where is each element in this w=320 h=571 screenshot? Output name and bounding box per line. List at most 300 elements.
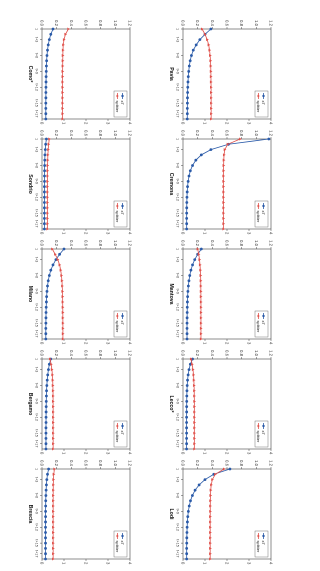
right-tick-label: 3: [105, 122, 111, 125]
xt-point: [46, 379, 49, 382]
xt-point: [185, 536, 188, 539]
xt-point: [45, 86, 48, 89]
legend-xt-marker: [121, 535, 123, 537]
series-line-splitter: [191, 359, 194, 449]
legend-label: splitter: [256, 540, 261, 553]
x-tick-label: t+12: [175, 523, 180, 531]
xt-point: [186, 332, 189, 335]
legend-label: splitter: [256, 100, 261, 113]
xt-point: [52, 263, 55, 266]
xt-point: [186, 107, 189, 110]
xt-point: [45, 483, 48, 486]
y-tick-label: 0.2: [195, 460, 201, 466]
y-tick-label: 0.4: [209, 130, 215, 136]
xt-point: [185, 542, 188, 545]
x-tick-label: t+15: [175, 539, 180, 547]
right-tick-label: 1: [202, 342, 208, 345]
x-tick-label: t+3: [34, 146, 39, 153]
xt-point: [45, 432, 48, 435]
xt-point: [44, 510, 47, 513]
xt-point: [44, 542, 47, 545]
x-tick-label: t+6: [34, 272, 39, 279]
y-tick-label: 0.6: [224, 240, 230, 246]
x-tick-label: t+3: [175, 146, 180, 153]
x-tick-label: 1: [175, 357, 180, 361]
xt-point: [45, 301, 48, 304]
xt-point: [186, 322, 189, 325]
y-tick-label: 0.8: [239, 240, 245, 246]
y-tick-label: 0.6: [224, 460, 230, 466]
xt-point: [45, 59, 48, 62]
legend-xt-marker: [121, 315, 123, 317]
xt-point: [185, 206, 188, 209]
x-tick-label: t+17: [175, 329, 180, 338]
y-tick-label: 0.6: [224, 20, 230, 26]
right-tick-label: 1: [61, 452, 67, 455]
xt-point: [188, 175, 191, 178]
y-tick-label: 0.4: [209, 460, 215, 466]
y-tick-label: 0.8: [98, 350, 104, 356]
y-tick-label: 0.0: [39, 350, 45, 356]
y-tick-label: 0.8: [239, 130, 245, 136]
y-tick-label: 1.0: [253, 130, 259, 136]
right-tick-label: 3: [246, 232, 252, 235]
legend-label: xT: [261, 320, 266, 325]
panel-title: Como*: [27, 65, 33, 83]
x-tick-label: t+12: [34, 303, 39, 311]
xt-point: [45, 448, 48, 451]
x-tick-label: 1: [34, 247, 39, 251]
panel-sondrio: [27, 130, 133, 235]
xt-point: [185, 416, 188, 419]
panel-cremona: [168, 130, 274, 235]
y-tick-label: 0.4: [209, 350, 215, 356]
xt-point: [200, 153, 203, 156]
xt-point: [44, 499, 47, 502]
xt-point: [48, 38, 51, 41]
series-line-xt: [46, 29, 53, 119]
right-tick-label: 2: [83, 122, 89, 125]
x-tick-label: t+17: [34, 439, 39, 448]
x-tick-label: t+15: [175, 319, 180, 327]
x-tick-label: t+3: [34, 36, 39, 43]
xt-point: [44, 153, 47, 156]
panel-title: Lecco*: [168, 395, 174, 413]
right-tick-label: 1: [61, 122, 67, 125]
x-tick-label: t+9: [34, 398, 39, 405]
legend-label: xT: [261, 100, 266, 105]
x-tick-label: t+12: [175, 193, 180, 201]
y-tick-label: 1.2: [268, 240, 274, 246]
right-tick-label: 1: [61, 232, 67, 235]
legend-label: splitter: [115, 210, 120, 223]
xt-point: [46, 290, 49, 293]
x-tick-label: t+17: [175, 439, 180, 448]
xt-point: [44, 143, 47, 146]
x-tick-label: t+3: [175, 256, 180, 263]
xt-point: [44, 96, 47, 99]
x-tick-label: 1: [175, 247, 180, 251]
x-tick-label: t+3: [34, 366, 39, 373]
right-tick-label: 1: [202, 452, 208, 455]
xt-point: [185, 552, 188, 555]
xt-point: [46, 54, 49, 57]
x-tick-label: t+6: [34, 382, 39, 389]
xt-point: [44, 148, 47, 151]
x-tick-label: t+15: [175, 99, 180, 107]
right-tick-label: 2: [83, 452, 89, 455]
x-tick-label: 1: [175, 137, 180, 141]
xt-point: [185, 212, 188, 215]
y-tick-label: 0.0: [180, 460, 186, 466]
xt-point: [44, 494, 47, 497]
legend-xt-marker: [121, 425, 123, 427]
right-tick-label: 0: [39, 452, 45, 455]
y-tick-label: 1.2: [127, 460, 133, 466]
right-tick-label: 3: [246, 562, 252, 565]
x-tick-label: t+12: [34, 523, 39, 531]
y-tick-label: 0.2: [195, 240, 201, 246]
panel-mantova: [168, 240, 274, 345]
series-line-splitter: [210, 469, 224, 559]
panel-title: Cremona: [168, 172, 174, 196]
xt-point: [189, 499, 192, 502]
x-tick-label: t+3: [34, 476, 39, 483]
right-tick-label: 4: [127, 122, 133, 125]
xt-point: [185, 547, 188, 550]
right-tick-label: 4: [268, 342, 274, 345]
right-tick-label: 3: [105, 232, 111, 235]
xt-point: [209, 148, 212, 151]
y-tick-label: 0.2: [195, 130, 201, 136]
xt-point: [43, 191, 46, 194]
legend-xt-marker: [262, 205, 264, 207]
xt-point: [186, 295, 189, 298]
xt-point: [45, 426, 48, 429]
xt-point: [186, 531, 189, 534]
xt-point: [45, 65, 48, 68]
y-tick-label: 0.2: [195, 20, 201, 26]
xt-point: [193, 258, 196, 261]
y-tick-label: 0.0: [180, 130, 186, 136]
y-tick-label: 0.4: [209, 20, 215, 26]
xt-point: [43, 206, 46, 209]
xt-point: [47, 279, 50, 282]
series-line-splitter: [198, 249, 201, 339]
y-tick-label: 1.0: [112, 20, 118, 26]
xt-point: [209, 28, 212, 31]
right-tick-label: 0: [180, 232, 186, 235]
x-tick-label: t+17: [34, 549, 39, 558]
right-tick-label: 3: [246, 452, 252, 455]
xt-point: [194, 159, 197, 162]
right-tick-label: 2: [83, 342, 89, 345]
xt-point: [192, 49, 195, 52]
x-tick-label: 1: [34, 357, 39, 361]
series-line-xt: [187, 249, 201, 339]
xt-point: [185, 442, 188, 445]
right-tick-label: 1: [202, 562, 208, 565]
x-tick-label: 1: [34, 137, 39, 141]
x-tick-label: t+3: [175, 36, 180, 43]
xt-point: [188, 274, 191, 277]
legend-xt-marker: [262, 315, 264, 317]
y-tick-label: 0.8: [239, 350, 245, 356]
x-tick-label: t+9: [175, 178, 180, 185]
x-tick-label: t+9: [34, 178, 39, 185]
legend-label: xT: [120, 210, 125, 215]
y-tick-label: 1.0: [112, 130, 118, 136]
y-tick-label: 0.8: [239, 460, 245, 466]
right-tick-label: 0: [180, 452, 186, 455]
y-tick-label: 0.8: [239, 20, 245, 26]
series-line-xt: [44, 139, 46, 229]
xt-point: [44, 531, 47, 534]
xt-point: [43, 222, 46, 225]
xt-point: [187, 285, 190, 288]
y-tick-label: 0.0: [39, 240, 45, 246]
xt-point: [186, 185, 189, 188]
x-tick-label: t+6: [175, 162, 180, 169]
y-tick-label: 0.2: [54, 20, 60, 26]
xt-point: [187, 510, 190, 513]
xt-point: [185, 426, 188, 429]
xt-point: [186, 301, 189, 304]
right-tick-label: 1: [61, 342, 67, 345]
legend-label: xT: [261, 210, 266, 215]
x-tick-label: t+9: [175, 398, 180, 405]
x-tick-label: t+9: [175, 288, 180, 295]
xt-point: [188, 279, 191, 282]
xt-point: [185, 437, 188, 440]
y-tick-label: 0.6: [224, 350, 230, 356]
right-tick-label: 0: [39, 232, 45, 235]
y-tick-label: 1.2: [268, 350, 274, 356]
xt-point: [187, 290, 190, 293]
x-tick-label: t+17: [175, 219, 180, 228]
x-tick-label: t+6: [175, 272, 180, 279]
xt-point: [189, 169, 192, 172]
panel-lodi: [168, 460, 274, 565]
xt-point: [190, 54, 193, 57]
xt-point: [45, 400, 48, 403]
xt-point: [190, 269, 193, 272]
right-tick-label: 0: [39, 342, 45, 345]
series-line-xt: [46, 249, 64, 339]
legend-xt-marker: [121, 95, 123, 97]
x-tick-label: t+17: [34, 109, 39, 118]
xt-point: [47, 368, 50, 371]
xt-point: [186, 118, 189, 121]
x-tick-label: t+15: [34, 539, 39, 547]
panel-como: [27, 20, 133, 125]
y-tick-label: 1.2: [127, 350, 133, 356]
y-tick-label: 1.2: [127, 20, 133, 26]
xt-point: [186, 384, 189, 387]
xt-point: [187, 81, 190, 84]
xt-point: [186, 196, 189, 199]
xt-point: [45, 411, 48, 414]
right-tick-label: 4: [268, 122, 274, 125]
legend-xt-marker: [121, 205, 123, 207]
xt-point: [48, 274, 51, 277]
xt-point: [45, 316, 48, 319]
y-tick-label: 0.2: [54, 130, 60, 136]
xt-point: [186, 521, 189, 524]
xt-point: [43, 175, 46, 178]
panel-pavia: [168, 20, 274, 125]
x-tick-label: t+15: [175, 429, 180, 437]
xt-point: [44, 515, 47, 518]
panel-title: Sondrio: [27, 174, 33, 194]
xt-point: [229, 468, 232, 471]
right-tick-label: 4: [268, 562, 274, 565]
xt-point: [185, 395, 188, 398]
xt-point: [185, 411, 188, 414]
x-tick-label: 1: [175, 467, 180, 471]
y-tick-label: 0.4: [68, 20, 74, 26]
x-tick-label: t+3: [175, 366, 180, 373]
y-tick-label: 0.6: [83, 20, 89, 26]
xt-point: [46, 285, 49, 288]
series-line-xt: [187, 359, 193, 449]
xt-point: [185, 558, 188, 561]
right-tick-label: 2: [83, 232, 89, 235]
xt-point: [45, 311, 48, 314]
xt-point: [45, 306, 48, 309]
y-tick-label: 0.4: [68, 240, 74, 246]
right-tick-label: 4: [127, 342, 133, 345]
xt-point: [44, 118, 47, 121]
right-tick-label: 4: [127, 232, 133, 235]
x-tick-label: t+9: [34, 288, 39, 295]
x-tick-label: t+17: [175, 549, 180, 558]
xt-point: [44, 107, 47, 110]
xt-point: [186, 86, 189, 89]
xt-point: [185, 421, 188, 424]
y-tick-label: 0.0: [39, 130, 45, 136]
y-tick-label: 0.2: [54, 240, 60, 246]
x-tick-label: t+6: [34, 52, 39, 59]
right-tick-label: 3: [105, 562, 111, 565]
x-tick-label: t+12: [34, 193, 39, 201]
xt-point: [191, 494, 194, 497]
x-tick-label: t+9: [34, 68, 39, 75]
xt-point: [45, 384, 48, 387]
y-tick-label: 1.0: [253, 460, 259, 466]
legend-label: xT: [261, 430, 266, 435]
xt-point: [43, 228, 46, 231]
series-line-xt: [46, 359, 51, 449]
x-tick-label: t+12: [175, 413, 180, 421]
legend-xt-marker: [262, 95, 264, 97]
y-tick-label: 1.0: [253, 20, 259, 26]
legend-label: xT: [120, 100, 125, 105]
xt-point: [200, 248, 203, 251]
right-tick-label: 2: [83, 562, 89, 565]
xt-point: [46, 49, 49, 52]
right-tick-label: 0: [180, 342, 186, 345]
y-tick-label: 0.2: [54, 350, 60, 356]
xt-point: [45, 70, 48, 73]
x-tick-label: t+6: [175, 382, 180, 389]
xt-point: [187, 75, 190, 78]
legend-label: splitter: [256, 320, 261, 333]
x-tick-label: t+6: [34, 492, 39, 499]
xt-point: [44, 332, 47, 335]
xt-point: [186, 389, 189, 392]
x-tick-label: 1: [34, 27, 39, 31]
xt-point: [185, 201, 188, 204]
x-tick-label: t+12: [175, 83, 180, 91]
xt-point: [45, 421, 48, 424]
x-tick-label: t+6: [34, 162, 39, 169]
xt-point: [186, 306, 189, 309]
legend-label: splitter: [256, 210, 261, 223]
xt-point: [186, 311, 189, 314]
splitter-point: [67, 28, 70, 31]
xt-point: [52, 28, 55, 31]
right-tick-label: 0: [39, 122, 45, 125]
x-tick-label: 1: [175, 27, 180, 31]
right-tick-label: 4: [127, 452, 133, 455]
xt-point: [43, 196, 46, 199]
y-tick-label: 0.6: [83, 240, 89, 246]
right-tick-label: 0: [180, 122, 186, 125]
y-tick-label: 0.0: [180, 20, 186, 26]
x-tick-label: t+17: [34, 329, 39, 338]
y-tick-label: 0.0: [39, 460, 45, 466]
xt-point: [194, 489, 197, 492]
right-tick-label: 4: [268, 452, 274, 455]
y-tick-label: 1.2: [268, 130, 274, 136]
xt-point: [186, 338, 189, 341]
xt-point: [186, 526, 189, 529]
xt-point: [186, 112, 189, 115]
xt-point: [185, 217, 188, 220]
y-tick-label: 1.2: [127, 240, 133, 246]
legend-xt-marker: [262, 535, 264, 537]
y-tick-label: 0.2: [195, 350, 201, 356]
y-tick-label: 0.8: [98, 130, 104, 136]
x-tick-label: t+9: [175, 68, 180, 75]
xt-point: [44, 322, 47, 325]
series-line-splitter: [63, 29, 69, 119]
x-tick-label: 1: [34, 467, 39, 471]
panel-bergamo: [27, 350, 133, 455]
xt-point: [45, 405, 48, 408]
xt-point: [187, 180, 190, 183]
xt-point: [45, 389, 48, 392]
xt-point: [44, 112, 47, 115]
xt-point: [46, 473, 49, 476]
y-tick-label: 0.0: [180, 240, 186, 246]
panel-lecco: [168, 350, 274, 455]
y-tick-label: 1.0: [112, 240, 118, 246]
y-tick-label: 1.0: [253, 350, 259, 356]
panel-title: Bergamo: [27, 392, 33, 416]
panel-title: Brescia: [27, 504, 33, 524]
y-tick-label: 0.4: [209, 240, 215, 246]
right-tick-label: 3: [105, 452, 111, 455]
y-tick-label: 0.6: [83, 460, 89, 466]
xt-point: [49, 33, 52, 36]
right-tick-label: 3: [246, 342, 252, 345]
series-line-splitter: [53, 469, 54, 559]
xt-point: [43, 201, 46, 204]
xt-point: [45, 437, 48, 440]
x-tick-label: t+17: [34, 219, 39, 228]
